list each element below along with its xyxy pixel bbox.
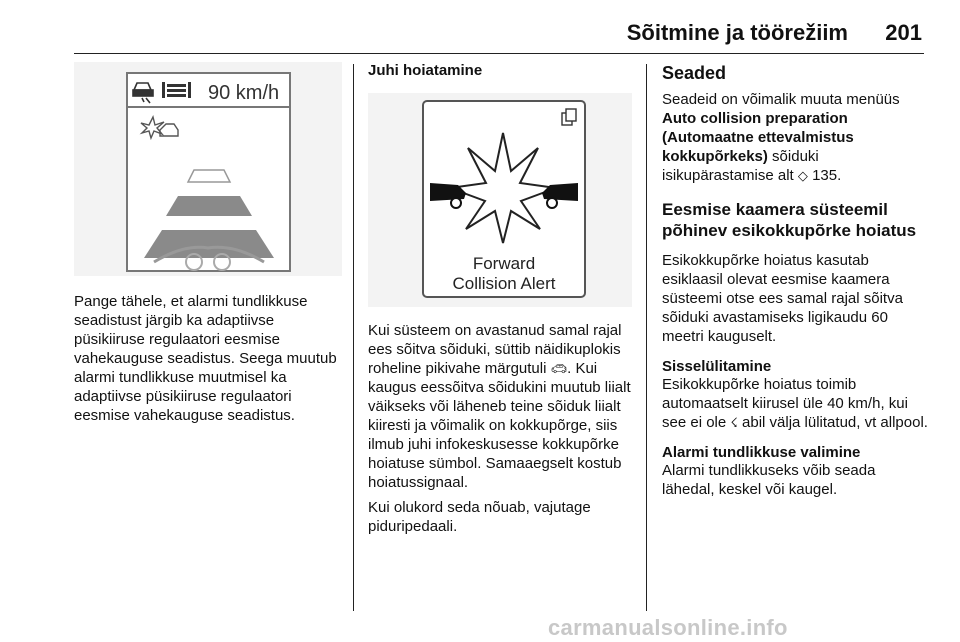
body-paragraph	[662, 90, 930, 185]
paragraph-text: Seadeid on võimalik muuta menüüs	[662, 91, 900, 108]
page-header	[0, 0, 960, 56]
fcw-switch-icon: ☇	[730, 415, 738, 430]
forward-collision-alert-illustration	[368, 93, 632, 307]
subheading: Sisselülitamine	[662, 358, 772, 375]
vehicle-ahead-icon: 🚗︎	[550, 361, 568, 376]
page-number: 201	[885, 20, 922, 45]
header-divider	[74, 53, 924, 54]
paragraph-text: sõiduki isikupärastamise alt	[662, 148, 819, 184]
column-divider	[646, 64, 647, 611]
speed-readout: 90 km/h	[208, 82, 280, 104]
cluster-display-figure	[74, 62, 342, 276]
paragraph-text: . Kui kaugus eessõitva sõidukini muutub liialt väikseks või läheneb teine sõiduk liialt kiiresti ja võimalik on kokkupõrge, siis ilmub juhi infokeskusesse kokkupõrke hoiatuse sümbol. Samaaegselt kostub hoiatussignaal.	[368, 360, 631, 491]
section-title: Sõitmine ja töörežiim	[626, 20, 848, 45]
forward-collision-alert-figure	[368, 93, 632, 307]
watermark: carmanualsonline.info	[548, 615, 788, 640]
body-paragraph: Kui olukord seda nõuab, vajutage piduripedaali.	[368, 499, 591, 535]
page-reference: 135.	[812, 167, 842, 184]
section-heading: Seaded	[662, 63, 727, 83]
body-paragraph: Alarmi tundlikkuseks võib seada lähedal, keskel või kaugel.	[662, 462, 876, 498]
paragraph-text: abil välja lülitatud, vt allpool.	[737, 414, 928, 431]
body-paragraph: Esikokkupõrke hoiatus kasutab esiklaasil olevat eesmise kaamera süsteemi otse ees samal rajal sõitva sõiduki avastamiseks ligikaudu 60 meetri kauguselt.	[662, 252, 903, 345]
cluster-display-illustration	[74, 62, 342, 276]
column-middle	[368, 62, 632, 536]
alert-title-line1: Forward	[472, 254, 536, 273]
body-paragraph: Pange tähele, et alarmi tundlikkuse seadistust järgib ka adaptiivse püsikiiruse regulaatori eesmise vahekauguse seadistus. Seega muutub alarmi tundlikkuse muutmisel ka adaptiivse püsikiiruse regulaatori eesmise vahekauguse seadistus.	[74, 293, 337, 424]
paragraph-text: Kui süsteem on avastanud samal rajal ees sõitva sõiduki, süttib näidikuplokis roheline pikivahe märgutuli	[368, 322, 622, 377]
body-paragraph	[368, 321, 632, 492]
body-paragraph	[662, 375, 930, 432]
column-left	[74, 62, 342, 425]
page-ref-icon: ◇	[797, 168, 808, 183]
column-right	[662, 62, 930, 499]
section-heading: Juhi hoiatamine	[368, 62, 483, 79]
column-divider	[353, 64, 354, 611]
paragraph-text: Esikokkupõrke hoiatus toimib automaatselt kiirusel üle 40 km/h, kui see ei ole	[662, 376, 908, 431]
alert-title-line2: Collision Alert	[452, 274, 556, 293]
subheading: Alarmi tundlikkuse valimine	[662, 444, 861, 461]
menu-name: Auto collision preparation (Automaatne ettevalmistus kokkupõrkeks)	[662, 110, 854, 165]
section-heading: Eesmise kaamera süsteemil põhinev esikokkupõrke hoiatus	[662, 200, 917, 240]
